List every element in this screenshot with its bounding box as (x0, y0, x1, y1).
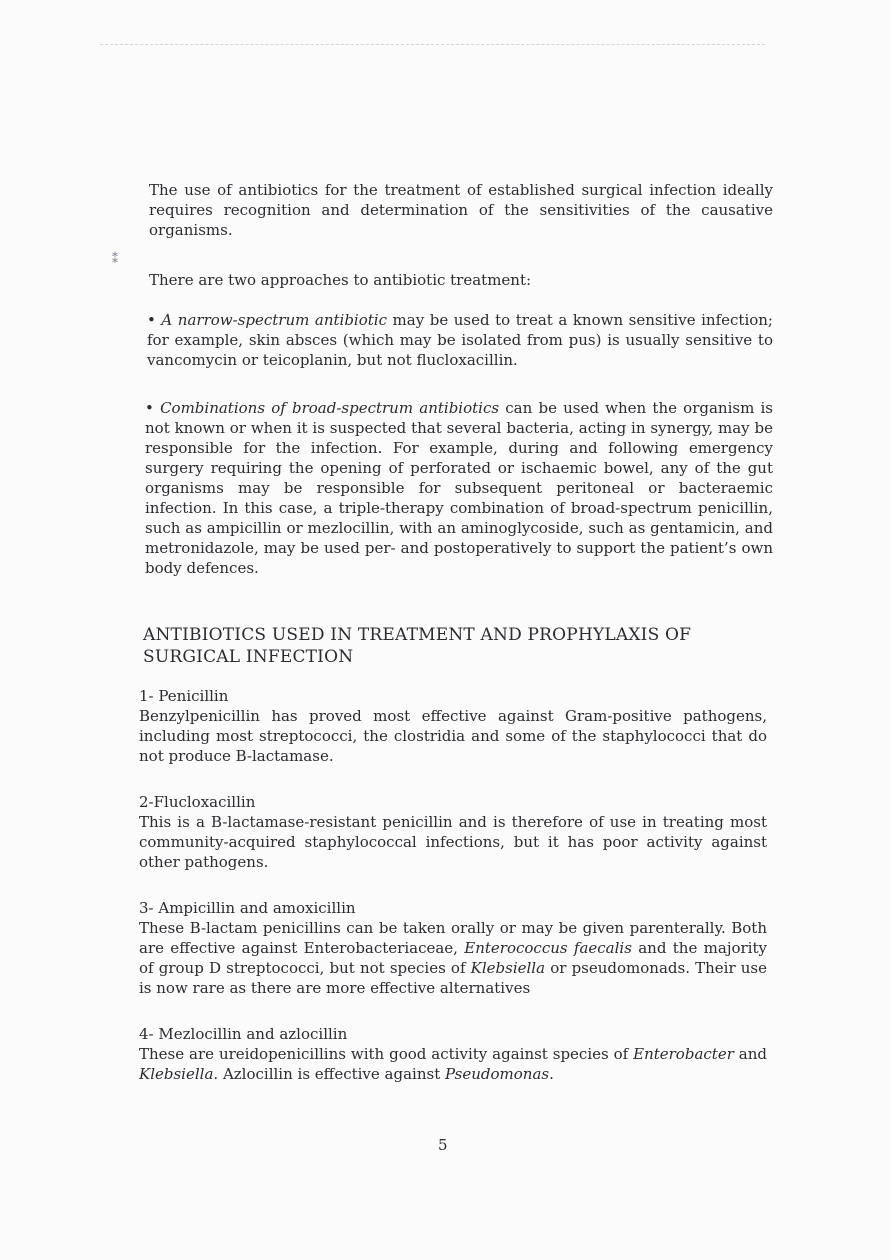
italic-term: Pseudomonas (444, 1065, 550, 1083)
bullet-marker: • (145, 399, 154, 417)
text-run: and (733, 1045, 767, 1063)
drug-entry-mezlocillin (139, 1024, 767, 1084)
italic-term: Klebsiella (139, 1065, 214, 1083)
drug-name: 1- Penicillin (139, 687, 229, 705)
bullet-broad-spectrum (145, 398, 773, 578)
text-run: or pseudomonads. Their use is now rare as there are more effective alternatives (139, 959, 768, 997)
bullet-term: A narrow-spectrum antibiotic (161, 311, 387, 329)
section-heading-line: ANTIBIOTICS USED IN TREATMENT AND PROPHYLAXIS OF (143, 625, 692, 645)
scan-mark-icon: ⁑ (112, 252, 118, 266)
section-heading (143, 624, 743, 668)
scan-artifact-line (100, 44, 765, 45)
italic-term: Enterococcus faecalis (464, 939, 632, 957)
text-run: . Azlocillin is effective against (213, 1065, 445, 1083)
bullet-marker: • (147, 311, 156, 329)
bullet-narrow-spectrum (147, 310, 773, 370)
drug-description (139, 1044, 767, 1084)
text-run: These B-lactam penicillins can be taken orally or may be given parenterally. Both are effective against Enterobacteriaceae, (139, 919, 767, 957)
drug-entry-ampicillin (139, 898, 767, 998)
intro-paragraph: The use of antibiotics for the treatment of established surgical infection ideally requires recognition and determination of the sensitivities of the causative organisms. (149, 181, 773, 239)
section-heading-line: SURGICAL INFECTION (143, 647, 354, 667)
italic-term: Enterobacter (633, 1045, 734, 1063)
drug-name: 4- Mezlocillin and azlocillin (139, 1025, 348, 1043)
drug-description: Benzylpenicillin has proved most effective against Gram-positive pathogens, including most streptococci, the clostridia and some of the staphylococci that do not produce B-lactamase. (139, 707, 767, 765)
italic-term: Klebsiella (470, 959, 546, 977)
drug-name: 3- Ampicillin and amoxicillin (139, 899, 356, 917)
bullet-text: may be used to treat a known sensitive infection; for example, skin absces (which may be isolated from pus) is usually sensitive to vancomycin or teicoplanin, but not flucloxacillin. (147, 311, 773, 369)
text-run: . (549, 1065, 554, 1083)
drug-entry-flucloxacillin (139, 792, 767, 872)
drug-description (139, 918, 767, 998)
text-run: and the majority of group D streptococci, but not species of (139, 939, 767, 977)
text-run: These are ureidopenicillins with good activity against species of (139, 1045, 634, 1063)
page-number: 5 (438, 1136, 448, 1154)
drug-description: This is a B-lactamase-resistant penicillin and is therefore of use in treating most community-acquired staphylococcal infections, but it has poor activity against other pathogens. (139, 813, 767, 871)
drug-name: 2-Flucloxacillin (139, 793, 256, 811)
bullet-term: Combinations of broad-spectrum antibiotics (160, 399, 500, 417)
approaches-intro: There are two approaches to antibiotic treatment: (149, 271, 532, 289)
bullet-text: can be used when the organism is not known or when it is suspected that several bacteria, acting in synergy, may be responsible for the infection. For example, during and following emergency surgery requiring the opening of perforated or ischaemic bowel, any of the gut organisms may be responsible for subsequent peritoneal or bacteraemic infection. In this case, a triple-therapy combination of broad-spectrum penicillin, such as ampicillin or mezlocillin, with an aminoglycoside, such as gentamicin, and metronidazole, may be used per- and postoperatively to support the patient’s own body defences. (145, 399, 773, 577)
drug-entry-penicillin (139, 686, 767, 766)
